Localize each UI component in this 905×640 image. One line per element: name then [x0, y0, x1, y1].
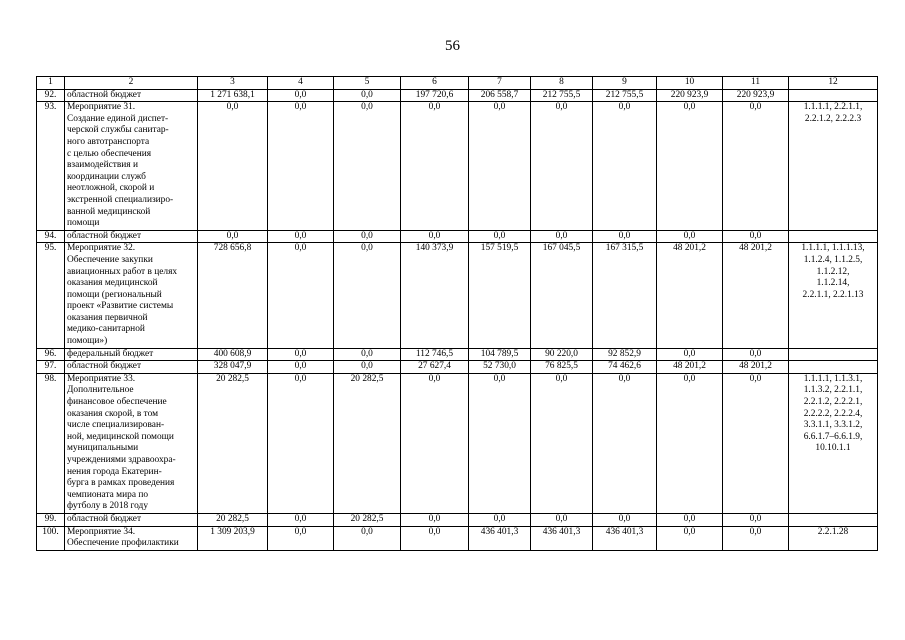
table-row	[37, 513, 878, 526]
amount-cell: 0,0	[531, 373, 593, 513]
amount-cell: 0,0	[469, 102, 531, 231]
amount-cell: 0,0	[469, 373, 531, 513]
row-description	[65, 361, 198, 374]
amount-cell: 0,0	[198, 230, 268, 243]
description-line: Обеспечение закупки	[67, 254, 153, 265]
indicator-line: 1.1.1.1, 1.1.3.1,	[803, 373, 863, 384]
description-line: чемпионата мира по	[67, 489, 149, 500]
row-description	[65, 89, 198, 102]
amount-cell: 0,0	[593, 373, 657, 513]
indicator-line: 1.1.1.1, 1.1.1.13,	[801, 243, 865, 254]
row-description	[65, 230, 198, 243]
indicator-line: 2.2.1.28	[817, 526, 849, 537]
description-line: Мероприятие 32.	[67, 243, 136, 254]
description-line: областной бюджет	[67, 230, 142, 241]
row-number: 100.	[37, 526, 65, 550]
amount-cell: 0,0	[268, 513, 334, 526]
description-line: Дополнительное	[67, 385, 134, 396]
amount-cell: 220 923,9	[657, 89, 723, 102]
target-indicators-cell	[789, 361, 878, 374]
amount-cell: 92 852,9	[593, 348, 657, 361]
amount-cell: 0,0	[401, 513, 469, 526]
amount-cell: 328 047,9	[198, 361, 268, 374]
description-line: проект «Развитие системы	[67, 301, 174, 312]
description-line: учреждениями здравоохра-	[67, 455, 176, 465]
amount-cell: 0,0	[334, 348, 401, 361]
column-header: 3	[198, 77, 268, 90]
amount-cell: 0,0	[334, 89, 401, 102]
amount-cell: 0,0	[268, 526, 334, 550]
amount-cell: 0,0	[723, 348, 789, 361]
amount-cell: 48 201,2	[657, 243, 723, 348]
amount-cell: 197 720,6	[401, 89, 469, 102]
description-line: областной бюджет	[67, 361, 142, 372]
amount-cell: 1 271 638,1	[198, 89, 268, 102]
table-row	[37, 102, 878, 231]
amount-cell: 728 656,8	[198, 243, 268, 348]
description-line: неотложной, скорой и	[67, 183, 155, 194]
table-row	[37, 526, 878, 550]
amount-cell: 104 789,5	[469, 348, 531, 361]
amount-cell: 140 373,9	[401, 243, 469, 348]
amount-cell: 0,0	[334, 230, 401, 243]
table-row	[37, 348, 878, 361]
column-header: 9	[593, 77, 657, 90]
description-line: помощи»)	[67, 336, 108, 347]
amount-cell: 0,0	[723, 513, 789, 526]
indicator-line: 2.2.2.2, 2.2.2.4,	[803, 408, 863, 419]
row-description	[65, 513, 198, 526]
description-line: федеральный бюджет	[67, 348, 154, 359]
row-number: 97.	[37, 361, 65, 374]
amount-cell: 436 401,3	[531, 526, 593, 550]
target-indicators-cell	[789, 526, 878, 550]
amount-cell: 0,0	[198, 102, 268, 231]
amount-cell: 0,0	[469, 230, 531, 243]
amount-cell: 0,0	[401, 373, 469, 513]
row-number: 93.	[37, 102, 65, 231]
amount-cell: 0,0	[531, 230, 593, 243]
amount-cell: 74 462,6	[593, 361, 657, 374]
amount-cell: 436 401,3	[469, 526, 531, 550]
indicator-line: 1.1.2.4, 1.1.2.5,	[803, 254, 863, 265]
indicator-line: 3.3.1.1, 3.3.1.2,	[803, 420, 863, 431]
amount-cell: 0,0	[723, 230, 789, 243]
table-row	[37, 373, 878, 513]
amount-cell: 48 201,2	[723, 361, 789, 374]
amount-cell: 0,0	[657, 373, 723, 513]
row-description	[65, 102, 198, 231]
amount-cell: 0,0	[401, 102, 469, 231]
target-indicators-cell	[789, 243, 878, 348]
description-line: взаимодействия и	[67, 160, 138, 171]
amount-cell: 157 519,5	[469, 243, 531, 348]
amount-cell: 0,0	[593, 230, 657, 243]
column-header: 5	[334, 77, 401, 90]
table-row	[37, 89, 878, 102]
amount-cell: 0,0	[268, 243, 334, 348]
indicator-line: 10.10.1.1	[815, 443, 851, 454]
description-line: оказания скорой, в том	[67, 408, 159, 419]
description-line: ванной медицинской	[67, 206, 151, 217]
row-description	[65, 526, 198, 550]
column-header: 1	[37, 77, 65, 90]
description-line: координации служб	[67, 171, 146, 182]
table-row	[37, 361, 878, 374]
amount-cell: 20 282,5	[198, 373, 268, 513]
header-row	[37, 77, 878, 90]
description-line: бурга в рамках проведения	[67, 478, 175, 489]
column-header: 8	[531, 77, 593, 90]
amount-cell: 20 282,5	[198, 513, 268, 526]
amount-cell: 0,0	[657, 526, 723, 550]
row-description	[65, 243, 198, 348]
target-indicators-cell	[789, 230, 878, 243]
column-header: 4	[268, 77, 334, 90]
amount-cell: 20 282,5	[334, 513, 401, 526]
target-indicators-cell	[789, 513, 878, 526]
description-line: помощи	[67, 218, 100, 229]
column-header: 2	[65, 77, 198, 90]
description-line: областной бюджет	[67, 89, 142, 100]
description-line: оказания медицинской	[67, 278, 158, 289]
target-indicators-cell	[789, 89, 878, 102]
amount-cell: 0,0	[268, 373, 334, 513]
column-header: 12	[789, 77, 878, 90]
row-number: 98.	[37, 373, 65, 513]
indicator-line: 6.6.1.7–6.6.1.9,	[803, 431, 863, 442]
amount-cell: 167 045,5	[531, 243, 593, 348]
amount-cell: 20 282,5	[334, 373, 401, 513]
indicator-line: 2.2.1.2, 2.2.2.3	[804, 113, 862, 124]
amount-cell: 52 730,0	[469, 361, 531, 374]
description-line: Мероприятие 34.	[67, 526, 136, 537]
description-line: ной, медицинской помощи	[67, 431, 174, 442]
page-number: 56	[445, 38, 460, 54]
amount-cell: 0,0	[657, 513, 723, 526]
amount-cell: 0,0	[723, 526, 789, 550]
description-line: ного автотранспорта	[67, 136, 150, 147]
amount-cell: 0,0	[657, 230, 723, 243]
budget-table	[36, 76, 878, 551]
description-line: помощи (региональный	[67, 289, 162, 300]
row-number: 94.	[37, 230, 65, 243]
indicator-line: 1.1.1.1, 2.2.1.1,	[803, 102, 863, 113]
amount-cell: 400 608,9	[198, 348, 268, 361]
table-row	[37, 243, 878, 348]
row-number: 92.	[37, 89, 65, 102]
amount-cell: 0,0	[268, 361, 334, 374]
amount-cell: 0,0	[593, 513, 657, 526]
indicator-line: 1.1.2.12,	[816, 266, 850, 277]
amount-cell: 0,0	[334, 361, 401, 374]
column-header: 11	[723, 77, 789, 90]
description-line: муниципальными	[67, 443, 139, 454]
description-line: областной бюджет	[67, 513, 142, 524]
amount-cell: 0,0	[657, 348, 723, 361]
amount-cell: 220 923,9	[723, 89, 789, 102]
amount-cell: 0,0	[401, 526, 469, 550]
indicator-line: 1.1.2.14,	[816, 278, 850, 289]
amount-cell: 0,0	[723, 102, 789, 231]
description-line: финансовое обеспечение	[67, 397, 167, 408]
description-line: Обеспечение профилактики	[67, 538, 179, 549]
indicator-line: 1.1.3.2, 2.2.1.1,	[803, 385, 863, 396]
amount-cell: 0,0	[401, 230, 469, 243]
row-description	[65, 348, 198, 361]
description-line: черской службы санитар-	[67, 125, 169, 136]
amount-cell: 0,0	[469, 513, 531, 526]
amount-cell: 0,0	[334, 243, 401, 348]
amount-cell: 76 825,5	[531, 361, 593, 374]
description-line: нения города Екатерин-	[67, 466, 162, 477]
row-number: 96.	[37, 348, 65, 361]
row-number: 99.	[37, 513, 65, 526]
amount-cell: 0,0	[334, 102, 401, 231]
column-header: 7	[469, 77, 531, 90]
amount-cell: 0,0	[531, 513, 593, 526]
amount-cell: 0,0	[268, 89, 334, 102]
indicator-line: 2.2.1.1, 2.2.1.13	[802, 289, 864, 300]
amount-cell: 0,0	[723, 373, 789, 513]
amount-cell: 212 755,5	[593, 89, 657, 102]
row-number: 95.	[37, 243, 65, 348]
amount-cell: 1 309 203,9	[198, 526, 268, 550]
target-indicators-cell	[789, 373, 878, 513]
amount-cell: 0,0	[657, 102, 723, 231]
column-header: 6	[401, 77, 469, 90]
amount-cell: 112 746,5	[401, 348, 469, 361]
amount-cell: 167 315,5	[593, 243, 657, 348]
amount-cell: 0,0	[334, 526, 401, 550]
description-line: авиационных работ в целях	[67, 266, 178, 277]
amount-cell: 0,0	[268, 348, 334, 361]
description-line: Мероприятие 33.	[67, 373, 136, 384]
column-header: 10	[657, 77, 723, 90]
amount-cell: 436 401,3	[593, 526, 657, 550]
description-line: Мероприятие 31.	[67, 102, 136, 113]
row-description	[65, 373, 198, 513]
amount-cell: 90 220,0	[531, 348, 593, 361]
description-line: числе специализирован-	[67, 420, 165, 431]
amount-cell: 0,0	[531, 102, 593, 231]
amount-cell: 48 201,2	[657, 361, 723, 374]
target-indicators-cell	[789, 102, 878, 231]
target-indicators-cell	[789, 348, 878, 361]
amount-cell: 206 558,7	[469, 89, 531, 102]
description-line: медико-санитарной	[67, 324, 145, 335]
description-line: экстренной специализиро-	[67, 194, 174, 205]
description-line: с целью обеспечения	[67, 148, 152, 159]
amount-cell: 212 755,5	[531, 89, 593, 102]
amount-cell: 27 627,4	[401, 361, 469, 374]
description-line: оказания первичной	[67, 312, 148, 323]
description-line: футболу в 2018 году	[67, 501, 149, 512]
description-line: Создание единой диспет-	[67, 113, 169, 124]
amount-cell: 48 201,2	[723, 243, 789, 348]
amount-cell: 0,0	[268, 230, 334, 243]
amount-cell: 0,0	[268, 102, 334, 231]
indicator-line: 2.2.1.2, 2.2.2.1,	[803, 397, 863, 408]
amount-cell: 0,0	[593, 102, 657, 231]
table-row	[37, 230, 878, 243]
